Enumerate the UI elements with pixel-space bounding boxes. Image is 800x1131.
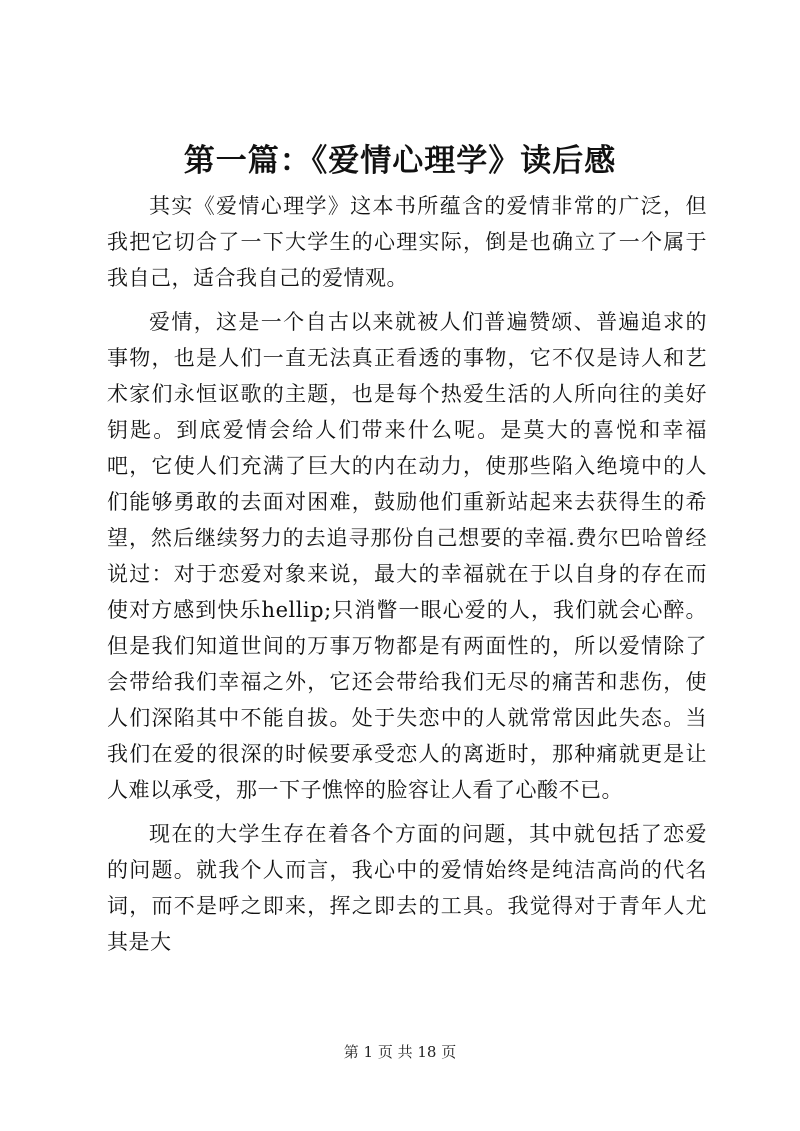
- document-title: 第一篇：《爱情心理学》读后感: [183, 143, 617, 179]
- page-number-footer: 第 1 页 共 18 页: [343, 1043, 457, 1061]
- paragraph: 其实《爱情心理学》这本书所蕴含的爱情非常的广泛，但我把它切合了一下大学生的心理实际，倒是也确立了一个属于我自己，适合我自己的爱情观。: [107, 194, 707, 290]
- document-body: [107, 188, 707, 968]
- paragraph: 爱情，这是一个自古以来就被人们普遍赞颂、普遍追求的事物，也是人们一直无法真正看透的事物，它不仅是诗人和艺术家们永恒讴歌的主题，也是每个热爱生活的人所向往的美好钥匙。到底爱情会给人们带来什么呢。是莫大的喜悦和幸福吧，它使人们充满了巨大的内在动力，使那些陷入绝境中的人们能够勇敢的去面对困难，鼓励他们重新站起来去获得生的希望，然后继续努力的去追寻那份自己想要的幸福.费尔巴哈曾经说过：对于恋爱对象来说，最大的幸福就在于以自身的存在而使对方感到快乐hellip;只消瞥一眼心爱的人，我们就会心醉。但是我们知道世间的万事万物都是有两面性的，所以爱情除了会带给我们幸福之外，它还会带给我们无尽的痛苦和悲伤，使人们深陷其中不能自拔。处于失恋中的人就常常因此失态。当我们在爱的很深的时候要承受恋人的离逝时，那种痛就更是让人难以承受，那一下子憔悴的脸容让人看了心酸不已。: [107, 310, 707, 802]
- paragraph: 现在的大学生存在着各个方面的问题，其中就包括了恋爱的问题。就我个人而言，我心中的爱情始终是纯洁高尚的代名词，而不是呼之即来，挥之即去的工具。我觉得对于青年人尤其是大: [107, 822, 707, 954]
